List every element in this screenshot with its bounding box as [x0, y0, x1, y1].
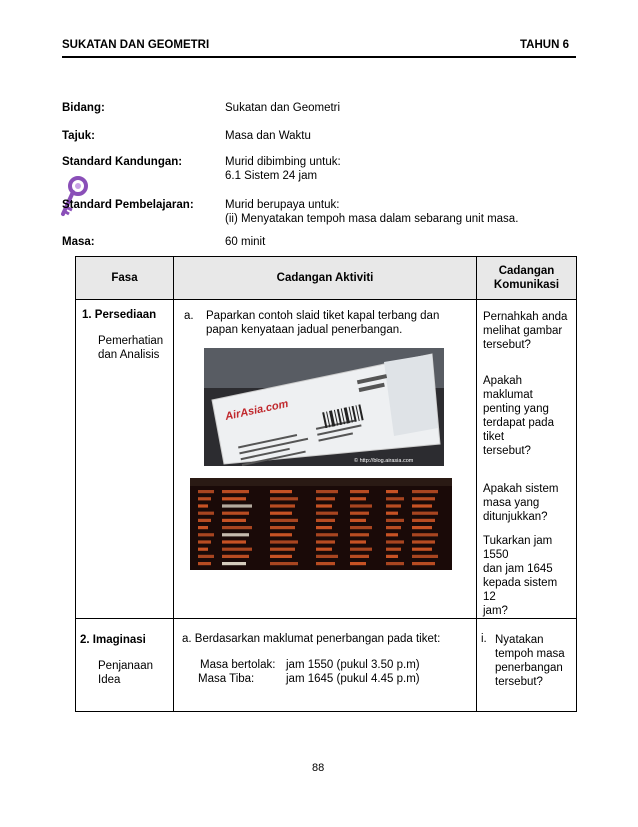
- board-cell: [316, 562, 335, 565]
- activity-1-marker: a.: [184, 310, 194, 322]
- fasa-2-sub-1: Penjanaan: [98, 660, 153, 672]
- board-cell: [270, 512, 292, 515]
- q1-line-2: melihat gambar: [483, 325, 563, 337]
- q4-line-4: jam?: [483, 605, 508, 617]
- board-cell: [412, 548, 432, 551]
- activity-1-line-2: papan kenyataan jadual penerbangan.: [206, 324, 403, 336]
- lesson-table: [75, 256, 577, 712]
- board-cell: [270, 504, 295, 507]
- standard-pembelajaran-value-2: (ii) Menyatakan tempoh masa dalam sebarang unit masa.: [225, 213, 519, 225]
- board-cell: [198, 512, 214, 515]
- board-cell: [198, 540, 211, 543]
- board-cell: [350, 548, 372, 551]
- question-2: [483, 374, 572, 458]
- board-cell: [316, 519, 335, 522]
- tajuk-value: Masa dan Waktu: [225, 130, 311, 142]
- board-cell: [222, 519, 246, 522]
- board-cell: [198, 504, 208, 507]
- board-cell: [198, 555, 214, 558]
- board-cell: [386, 512, 398, 515]
- board-cell: [412, 555, 438, 558]
- board-cell: [412, 562, 435, 565]
- fasa-2-title: 2. Imaginasi: [80, 634, 146, 646]
- q1-line-3: tersebut?: [483, 339, 531, 351]
- masa-bertolak-value: jam 1550 (pukul 3.50 p.m): [286, 659, 420, 671]
- board-cell: [222, 526, 252, 529]
- q4-line-1: Tukarkan jam 1550: [483, 535, 553, 561]
- header-year: TAHUN 6: [520, 39, 569, 51]
- r2-q-line-4: tersebut?: [495, 676, 543, 688]
- question-2-marker: i.: [481, 633, 487, 645]
- fasa-1-sub-1: Pemerhatian: [98, 335, 164, 347]
- header-cadangan-aktiviti: Cadangan Aktiviti: [174, 257, 477, 300]
- standard-kandungan-label: Standard Kandungan:: [62, 156, 183, 168]
- board-cell: [270, 540, 298, 543]
- ticket-credit: © http://blog.airasia.com: [354, 458, 414, 464]
- board-cell: [412, 512, 438, 515]
- q2-line-4: tersebut?: [483, 445, 531, 457]
- komunikasi-cell-2: [477, 619, 577, 712]
- header-cadangan-komunikasi: [477, 257, 577, 300]
- header-komunikasi-line-2: Komunikasi: [493, 279, 560, 291]
- table-row-persediaan: [76, 300, 577, 619]
- masa-tiba-value: jam 1645 (pukul 4.45 p.m): [286, 673, 420, 685]
- board-cell: [386, 504, 401, 507]
- header-komunikasi-line-1: Cadangan: [498, 265, 555, 277]
- board-cell: [350, 504, 372, 507]
- board-cell: [350, 497, 366, 500]
- activity-1-line-1: Paparkan contoh slaid tiket kapal terbang dan: [206, 310, 440, 322]
- board-cell: [386, 540, 404, 543]
- board-cell: [222, 562, 246, 565]
- board-cell: [350, 519, 366, 522]
- q3-line-3: ditunjukkan?: [483, 511, 548, 523]
- board-cell: [350, 555, 369, 558]
- board-cell: [386, 533, 398, 536]
- standard-pembelajaran-value-1: Murid berupaya untuk:: [225, 199, 340, 211]
- board-cell: [350, 540, 366, 543]
- board-cell: [270, 490, 292, 493]
- standard-kandungan-value-1: Murid dibimbing untuk:: [225, 156, 341, 168]
- q3-line-1: Apakah sistem: [483, 483, 559, 495]
- ticket-brand: AirAsia.com: [224, 397, 290, 423]
- standard-pembelajaran-label: Standard Pembelajaran:: [62, 199, 194, 211]
- board-cell: [270, 533, 292, 536]
- masa-tiba-label: Masa Tiba:: [198, 673, 255, 685]
- question-2-text: [495, 633, 565, 689]
- header-title: SUKATAN DAN GEOMETRI: [62, 39, 210, 51]
- board-cell: [386, 526, 401, 529]
- board-cell: [270, 519, 298, 522]
- board-cell: [198, 497, 211, 500]
- board-cell: [412, 490, 438, 493]
- q4-line-3: kepada sistem 12: [483, 577, 558, 603]
- board-cell: [222, 490, 249, 493]
- board-cell: [386, 562, 404, 565]
- board-cell: [412, 504, 432, 507]
- r2-q-line-2: tempoh masa: [495, 648, 565, 660]
- board-cell: [386, 555, 398, 558]
- board-cell: [316, 540, 335, 543]
- board-cell: [198, 533, 214, 536]
- board-cell: [270, 526, 295, 529]
- board-cell: [316, 512, 338, 515]
- q3-line-2: masa yang: [483, 497, 540, 509]
- bidang-label: Bidang:: [62, 102, 105, 114]
- flight-board-image: [190, 478, 452, 570]
- r2-q-line-1: Nyatakan: [495, 634, 544, 646]
- board-cell: [316, 504, 332, 507]
- activity-2-main: a. Berdasarkan maklumat penerbangan pada tiket:: [182, 633, 441, 645]
- board-cell: [316, 526, 332, 529]
- header-rule: [62, 56, 576, 58]
- header-fasa: Fasa: [76, 257, 174, 300]
- q4-line-2: dan jam 1645: [483, 563, 553, 575]
- masa-value: 60 minit: [225, 236, 266, 248]
- question-1: [483, 310, 572, 352]
- board-cell: [412, 540, 435, 543]
- board-cell: [412, 533, 438, 536]
- q1-line-1: Pernahkah anda: [483, 311, 568, 323]
- board-cell: [222, 555, 249, 558]
- fasa-cell-1: [76, 300, 174, 619]
- board-cell: [222, 540, 246, 543]
- board-cell: [386, 519, 404, 522]
- board-cell: [350, 562, 366, 565]
- airline-ticket-image: [204, 348, 444, 466]
- board-cell: [316, 555, 338, 558]
- q2-line-2: penting yang: [483, 403, 549, 415]
- board-cell: [270, 497, 298, 500]
- activity-cell-2: [174, 619, 477, 712]
- board-cell: [198, 519, 211, 522]
- board-cell: [198, 490, 214, 493]
- board-cell: [316, 533, 338, 536]
- masa-label: Masa:: [62, 236, 95, 248]
- fasa-cell-2: [76, 619, 174, 712]
- masa-bertolak-label: Masa bertolak:: [200, 659, 276, 671]
- page-number: 88: [312, 762, 325, 774]
- fasa-1-title: 1. Persediaan: [82, 309, 157, 321]
- board-cell: [316, 548, 332, 551]
- question-4: [483, 534, 572, 618]
- board-cell: [270, 548, 295, 551]
- board-cell: [350, 533, 369, 536]
- board-cell: [412, 526, 432, 529]
- table-row-imaginasi: [76, 619, 577, 712]
- komunikasi-cell-1: [477, 300, 577, 619]
- board-cell: [350, 490, 369, 493]
- key-icon: [58, 176, 88, 220]
- board-cell: [198, 548, 208, 551]
- board-cell: [222, 533, 249, 536]
- board-cell: [316, 490, 338, 493]
- board-cell: [222, 548, 252, 551]
- tajuk-label: Tajuk:: [62, 130, 96, 142]
- board-cell: [350, 512, 369, 515]
- board-cell: [198, 526, 208, 529]
- board-cell: [270, 562, 298, 565]
- fasa-1-sub-2: dan Analisis: [98, 349, 160, 361]
- board-cell: [222, 504, 252, 507]
- board-cell: [386, 490, 398, 493]
- board-cell: [386, 497, 404, 500]
- activity-cell-1: [174, 300, 477, 619]
- board-cell: [316, 497, 335, 500]
- board-cell: [222, 512, 249, 515]
- board-cell: [412, 519, 435, 522]
- board-cell: [350, 526, 372, 529]
- q2-line-3: terdapat pada tiket: [483, 417, 554, 443]
- r2-q-line-3: penerbangan: [495, 662, 563, 674]
- board-cell: [270, 555, 292, 558]
- question-3: [483, 482, 572, 524]
- board-cell: [198, 562, 211, 565]
- bidang-value: Sukatan dan Geometri: [225, 102, 341, 114]
- q2-line-1: Apakah maklumat: [483, 375, 533, 401]
- board-cell: [386, 548, 401, 551]
- board-cell: [412, 497, 435, 500]
- board-cell: [222, 497, 246, 500]
- standard-kandungan-value-2: 6.1 Sistem 24 jam: [225, 170, 318, 182]
- fasa-2-sub-2: Idea: [98, 674, 121, 686]
